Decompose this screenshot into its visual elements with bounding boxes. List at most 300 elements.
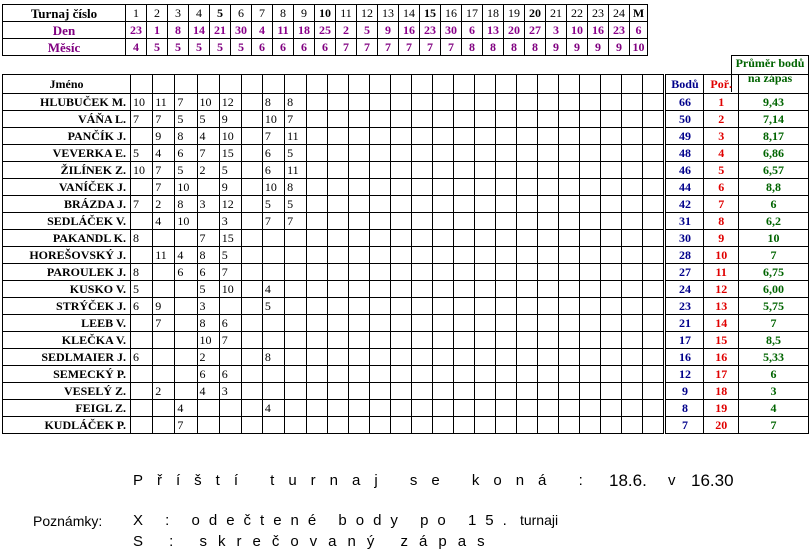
- score-cell: [537, 111, 558, 128]
- score-cell: [175, 349, 197, 366]
- score-cell: [516, 230, 537, 247]
- score-cell: [433, 383, 454, 400]
- turnaj-cell: 16: [441, 5, 462, 22]
- score-cell: [349, 349, 370, 366]
- score-cell: [642, 145, 663, 162]
- score-cell: [454, 315, 475, 332]
- score-cell: [495, 247, 516, 264]
- score-cell: [370, 315, 391, 332]
- score-cell: [642, 247, 663, 264]
- order-cell: 12: [704, 281, 739, 298]
- score-cell: [307, 247, 328, 264]
- score-cell: [412, 400, 433, 417]
- score-cell: [495, 281, 516, 298]
- score-cell: [642, 383, 663, 400]
- avg-cell: 8,5: [739, 332, 809, 349]
- score-cell: [241, 281, 262, 298]
- score-cell: 5: [197, 281, 219, 298]
- score-cell: [642, 179, 663, 196]
- score-cell: [131, 383, 153, 400]
- score-cell: [495, 332, 516, 349]
- mesic-cell: 8: [483, 39, 504, 56]
- order-cell: 19: [704, 400, 739, 417]
- mesic-cell: 5: [168, 39, 189, 56]
- mesic-cell: 6: [315, 39, 336, 56]
- score-cell: [579, 145, 600, 162]
- score-cell: [558, 366, 579, 383]
- den-cell: 23: [420, 22, 441, 39]
- score-cell: [349, 247, 370, 264]
- score-cell: [412, 417, 433, 434]
- round-column-header: [621, 75, 642, 94]
- score-cell: 12: [219, 196, 241, 213]
- avg-cell: 7: [739, 247, 809, 264]
- score-cell: [307, 213, 328, 230]
- mesic-cell: 6: [273, 39, 294, 56]
- turnaj-cell: 14: [399, 5, 420, 22]
- player-row: [3, 383, 809, 400]
- mesic-cell: 9: [546, 39, 567, 56]
- score-cell: 7: [262, 213, 284, 230]
- score-cell: [433, 264, 454, 281]
- mesic-cell: 6: [294, 39, 315, 56]
- score-cell: [370, 162, 391, 179]
- score-cell: [600, 128, 621, 145]
- score-cell: [537, 213, 558, 230]
- order-cell: 15: [704, 332, 739, 349]
- score-cell: [307, 400, 328, 417]
- score-cell: 7: [153, 162, 175, 179]
- score-cell: 4: [262, 400, 284, 417]
- den-cell: 6: [462, 22, 483, 39]
- score-cell: [349, 281, 370, 298]
- score-cell: [349, 162, 370, 179]
- score-cell: [537, 349, 558, 366]
- avg-cell: 4: [739, 400, 809, 417]
- round-column-header: [131, 75, 153, 94]
- score-cell: [307, 383, 328, 400]
- score-cell: [219, 400, 241, 417]
- score-cell: 4: [153, 145, 175, 162]
- score-cell: [454, 332, 475, 349]
- score-cell: [621, 162, 642, 179]
- score-cell: [349, 213, 370, 230]
- turnaj-cell: 21: [546, 5, 567, 22]
- turnaj-cell: 13: [378, 5, 399, 22]
- score-cell: [349, 94, 370, 111]
- next-tournament-date: 18.6.: [609, 471, 647, 490]
- player-name: KUSKO V.: [3, 281, 131, 298]
- note-deducted-suffix: turnaji: [519, 512, 559, 528]
- player-row: [3, 417, 809, 434]
- score-cell: 7: [197, 230, 219, 247]
- score-cell: [370, 298, 391, 315]
- score-cell: [328, 332, 349, 349]
- score-cell: 5: [262, 196, 284, 213]
- score-cell: [642, 213, 663, 230]
- score-cell: [454, 247, 475, 264]
- score-cell: [433, 247, 454, 264]
- score-cell: [307, 162, 328, 179]
- mesic-cell: 4: [126, 39, 147, 56]
- order-cell: 2: [704, 111, 739, 128]
- score-cell: [621, 247, 642, 264]
- score-cell: [241, 349, 262, 366]
- score-cell: [285, 281, 307, 298]
- score-cell: [328, 315, 349, 332]
- score-cell: [516, 145, 537, 162]
- score-cell: 7: [262, 128, 284, 145]
- score-cell: [433, 366, 454, 383]
- score-cell: [600, 94, 621, 111]
- player-name: PANČÍK J.: [3, 128, 131, 145]
- den-cell: 13: [483, 22, 504, 39]
- score-cell: [433, 179, 454, 196]
- score-cell: [537, 366, 558, 383]
- score-cell: 10: [131, 94, 153, 111]
- round-column-header: [262, 75, 284, 94]
- note-forfeit: S : skrečovaný zápas: [133, 533, 496, 550]
- score-cell: [349, 128, 370, 145]
- score-cell: [412, 247, 433, 264]
- score-cell: [516, 400, 537, 417]
- points-cell: 28: [666, 247, 704, 264]
- score-cell: [412, 264, 433, 281]
- score-cell: [642, 196, 663, 213]
- score-cell: [474, 179, 495, 196]
- score-cell: [621, 94, 642, 111]
- score-cell: [474, 349, 495, 366]
- score-cell: [241, 332, 262, 349]
- score-cell: 2: [153, 383, 175, 400]
- player-row: [3, 315, 809, 332]
- score-cell: [412, 230, 433, 247]
- score-cell: [349, 179, 370, 196]
- score-cell: [621, 417, 642, 434]
- score-cell: [495, 230, 516, 247]
- score-cell: [412, 179, 433, 196]
- round-column-header: [433, 75, 454, 94]
- score-cell: 10: [262, 111, 284, 128]
- points-cell: 12: [666, 366, 704, 383]
- score-cell: [412, 94, 433, 111]
- score-cell: [262, 315, 284, 332]
- order-cell: 3: [704, 128, 739, 145]
- den-cell: 30: [231, 22, 252, 39]
- score-cell: 10: [175, 213, 197, 230]
- avg-cell: 6,86: [739, 145, 809, 162]
- points-cell: 16: [666, 349, 704, 366]
- score-cell: [328, 162, 349, 179]
- score-cell: 7: [285, 213, 307, 230]
- round-column-header: [307, 75, 328, 94]
- score-cell: [153, 417, 175, 434]
- score-cell: [370, 400, 391, 417]
- turnaj-cell: 18: [483, 5, 504, 22]
- score-cell: [285, 400, 307, 417]
- player-row: [3, 128, 809, 145]
- score-cell: [285, 247, 307, 264]
- score-cell: [131, 213, 153, 230]
- score-cell: [328, 400, 349, 417]
- score-cell: [579, 366, 600, 383]
- score-cell: 7: [285, 111, 307, 128]
- score-cell: [642, 264, 663, 281]
- score-cell: 6: [131, 349, 153, 366]
- mesic-cell: 10: [630, 39, 648, 56]
- avg-cell: 6,75: [739, 264, 809, 281]
- score-cell: [391, 264, 412, 281]
- score-cell: 10: [197, 94, 219, 111]
- round-column-header: [516, 75, 537, 94]
- score-cell: [391, 94, 412, 111]
- order-cell: 9: [704, 230, 739, 247]
- score-cell: 11: [153, 94, 175, 111]
- score-cell: [621, 196, 642, 213]
- score-cell: [412, 281, 433, 298]
- score-cell: [495, 264, 516, 281]
- score-cell: [516, 196, 537, 213]
- order-cell: 1: [704, 94, 739, 111]
- score-cell: [558, 298, 579, 315]
- mesic-cell: 7: [357, 39, 378, 56]
- score-cell: [307, 281, 328, 298]
- score-cell: [328, 366, 349, 383]
- score-cell: [558, 196, 579, 213]
- score-cell: [495, 128, 516, 145]
- avg-cell: 3: [739, 383, 809, 400]
- score-cell: [328, 196, 349, 213]
- next-tournament-time: 16.30: [691, 471, 734, 490]
- score-cell: [285, 264, 307, 281]
- score-cell: [241, 417, 262, 434]
- round-column-header: [600, 75, 621, 94]
- score-cell: [495, 366, 516, 383]
- score-cell: 4: [197, 383, 219, 400]
- score-cell: [454, 162, 475, 179]
- score-cell: [495, 298, 516, 315]
- score-cell: [131, 417, 153, 434]
- score-cell: 7: [175, 94, 197, 111]
- points-cell: 8: [666, 400, 704, 417]
- points-cell: 24: [666, 281, 704, 298]
- score-cell: 8: [197, 247, 219, 264]
- score-cell: [433, 417, 454, 434]
- score-cell: 10: [197, 332, 219, 349]
- note-deducted: [133, 512, 558, 529]
- score-cell: 11: [153, 247, 175, 264]
- score-cell: [600, 111, 621, 128]
- score-cell: [370, 145, 391, 162]
- score-cell: [391, 383, 412, 400]
- score-cell: [241, 128, 262, 145]
- score-cell: [600, 366, 621, 383]
- score-cell: [412, 196, 433, 213]
- score-cell: [349, 264, 370, 281]
- score-cell: [516, 128, 537, 145]
- score-cell: 8: [285, 179, 307, 196]
- score-cell: [579, 315, 600, 332]
- score-cell: [579, 247, 600, 264]
- score-cell: [433, 315, 454, 332]
- player-name: VÁŇA L.: [3, 111, 131, 128]
- mesic-cell: 7: [378, 39, 399, 56]
- score-cell: [558, 213, 579, 230]
- score-cell: [391, 349, 412, 366]
- points-cell: 9: [666, 383, 704, 400]
- score-cell: [579, 94, 600, 111]
- score-cell: [328, 383, 349, 400]
- player-row: [3, 179, 809, 196]
- score-cell: [307, 417, 328, 434]
- score-cell: [600, 383, 621, 400]
- score-cell: [579, 179, 600, 196]
- score-cell: [516, 162, 537, 179]
- score-cell: 4: [153, 213, 175, 230]
- score-cell: [558, 128, 579, 145]
- score-cell: [621, 264, 642, 281]
- score-cell: [391, 145, 412, 162]
- score-cell: [537, 264, 558, 281]
- score-cell: 5: [285, 196, 307, 213]
- score-cell: 5: [175, 111, 197, 128]
- den-cell: 14: [189, 22, 210, 39]
- den-cell: 10: [567, 22, 588, 39]
- score-cell: [349, 383, 370, 400]
- player-row: [3, 213, 809, 230]
- avg-cell: 10: [739, 230, 809, 247]
- score-cell: [412, 111, 433, 128]
- score-cell: [516, 383, 537, 400]
- score-cell: [621, 400, 642, 417]
- score-cell: [579, 230, 600, 247]
- den-cell: 2: [336, 22, 357, 39]
- score-cell: [307, 349, 328, 366]
- score-cell: 8: [175, 128, 197, 145]
- player-name: LEEB V.: [3, 315, 131, 332]
- score-cell: [219, 417, 241, 434]
- score-cell: 6: [219, 366, 241, 383]
- order-cell: 8: [704, 213, 739, 230]
- score-cell: [433, 128, 454, 145]
- score-cell: [285, 366, 307, 383]
- score-cell: [349, 298, 370, 315]
- score-cell: 8: [285, 94, 307, 111]
- score-cell: [621, 213, 642, 230]
- player-row: [3, 332, 809, 349]
- score-cell: [600, 332, 621, 349]
- score-cell: [642, 162, 663, 179]
- score-cell: [474, 383, 495, 400]
- avg-cell: 7: [739, 315, 809, 332]
- score-cell: [175, 366, 197, 383]
- den-cell: 8: [168, 22, 189, 39]
- score-cell: [558, 145, 579, 162]
- score-cell: [349, 145, 370, 162]
- score-cell: [495, 315, 516, 332]
- turnaj-cell: 23: [588, 5, 609, 22]
- score-cell: 3: [219, 383, 241, 400]
- den-cell: 16: [588, 22, 609, 39]
- score-cell: [349, 417, 370, 434]
- avg-cell: 8,17: [739, 128, 809, 145]
- score-cell: [241, 111, 262, 128]
- score-cell: [642, 400, 663, 417]
- score-cell: [262, 366, 284, 383]
- round-column-header: [241, 75, 262, 94]
- score-cell: [600, 298, 621, 315]
- player-name: HLUBUČEK M.: [3, 94, 131, 111]
- round-column-header: [175, 75, 197, 94]
- score-cell: 6: [197, 366, 219, 383]
- score-cell: [516, 179, 537, 196]
- score-cell: [370, 247, 391, 264]
- mesic-cell: 9: [609, 39, 630, 56]
- score-cell: [474, 213, 495, 230]
- score-cell: [558, 332, 579, 349]
- score-cell: 5: [262, 298, 284, 315]
- avg-cell: 9,43: [739, 94, 809, 111]
- turnaj-cell: 2: [147, 5, 168, 22]
- score-cell: [642, 128, 663, 145]
- score-cell: 11: [285, 162, 307, 179]
- den-cell: 9: [378, 22, 399, 39]
- den-cell: 3: [546, 22, 567, 39]
- den-cell: 21: [210, 22, 231, 39]
- score-cell: [642, 332, 663, 349]
- score-cell: [642, 349, 663, 366]
- points-cell: 50: [666, 111, 704, 128]
- avg-cell: 6,00: [739, 281, 809, 298]
- score-cell: [349, 111, 370, 128]
- score-cell: [474, 264, 495, 281]
- score-cell: [621, 298, 642, 315]
- score-cell: [537, 383, 558, 400]
- round-column-header: [537, 75, 558, 94]
- order-cell: 16: [704, 349, 739, 366]
- score-cell: [454, 196, 475, 213]
- score-cell: [153, 264, 175, 281]
- round-column-header: [412, 75, 433, 94]
- turnaj-cell: 3: [168, 5, 189, 22]
- mesic-cell: 8: [462, 39, 483, 56]
- score-cell: [516, 417, 537, 434]
- score-cell: [537, 247, 558, 264]
- score-cell: [579, 417, 600, 434]
- score-cell: [537, 400, 558, 417]
- round-column-header: [328, 75, 349, 94]
- score-cell: [412, 315, 433, 332]
- score-cell: [495, 145, 516, 162]
- mesic-label: Měsíc: [3, 39, 126, 56]
- player-row: [3, 230, 809, 247]
- score-cell: [391, 298, 412, 315]
- score-cell: [600, 264, 621, 281]
- score-cell: [328, 349, 349, 366]
- score-cell: [474, 111, 495, 128]
- score-cell: [370, 281, 391, 298]
- mesic-cell: 6: [252, 39, 273, 56]
- score-cell: [391, 247, 412, 264]
- score-cell: [391, 315, 412, 332]
- score-cell: [328, 281, 349, 298]
- player-row: [3, 281, 809, 298]
- turnaj-cell: 6: [231, 5, 252, 22]
- round-column-header: [495, 75, 516, 94]
- score-cell: [537, 315, 558, 332]
- player-name: PAKANDL K.: [3, 230, 131, 247]
- player-name: KLEČKA V.: [3, 332, 131, 349]
